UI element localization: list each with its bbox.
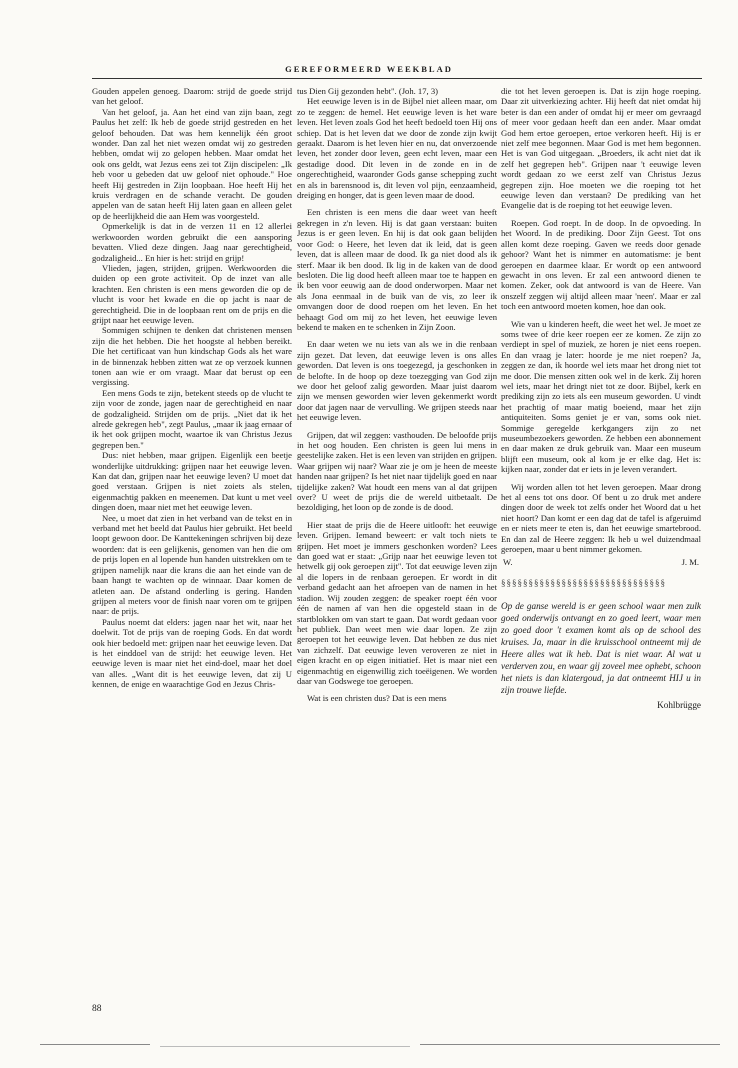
column-3 [501,86,701,986]
paragraph: Een mens Gods te zijn, betekent steeds op de vlucht te zijn voor de zonde, jagen naar de gerechtigheid en naar de godzaligheid. Strijden om de prijs. „Niet dat ik het alrede gekregen heb", zegt Paulus, „maar ik jaag ernaar of ik het ook grijpen mocht, waartoe ik van Christus Jezus gegrepen ben." [92,387,292,450]
paragraph: Roepen. God roept. In de doop. In de opvoeding. In het Woord. In de prediking. Door Zijn Geest. Tot ons allen komt deze roeping. Gaven we reeds door genade gehoor? Want het is nimmer en automatisme: je bent geroepen en daarmee klaar. Er wordt op een antwoord gewacht in ons leven. Er zal een antwoord dienen te komen. Zeker, ook dat antwoord is van de Heere. Van onszelf zeggen wij altijd alleen maar 'neen'. Maar er zal toch een antwoord moeten komen, hoe dan ook. [501,217,701,312]
article-signature [501,557,701,567]
signature-left: W. [503,557,513,568]
running-header: GEREFORMEERD WEEKBLAD [285,64,453,74]
paragraph: Van het geloof, ja. Aan het eind van zijn baan, zegt Paulus het zelf: Ik heb de goede strijd gestreden en het geloof behouden. Dat was hem kennelijk één groot wonder. Dan zal het niet wezen omdat wij zo gestreden hebben, omdat wij zo gelopen hebben. Maar omdat het ook ons geldt, wat Jezus eens zei tot Zijn discipelen: „Ik heb voor u gebeden dat uw geloof niet ophoude." Hoe heeft Hij gestreden in Zijn loopbaan. Hoe heeft Hij het kruis verdragen en de schande veracht. De gouden appelen van de satan heeft Hij laten gaan en alleen gelet op de heerlijkheid die aan Hem was voorgesteld. [92,106,292,221]
footer-rule [160,1046,410,1047]
paragraph: Wij worden allen tot het leven geroepen. Maar drong het al eens tot ons door. Of bent u zo druk met andere dingen door de week tot zelfs onder het Woord dat u het niet hoort? Dan komt er een dag dat de tafel is afgeruimd en er niets meer te eten is, dan het eeuwige smartebrood. En dan zal de Heere zeggen: Ik heb u wel duizendmaal geroepen, maar u bent nimmer gekomen. [501,481,701,555]
header-rule [92,78,702,79]
column-1 [92,86,292,986]
signature-author: J. M. [681,557,699,568]
paragraph: En daar weten we nu iets van als we in die renbaan zijn gezet. Dat leven, dat eeuwige leven is ons alles geworden. Dat leven is ons toegezegd, ja geschonken in de belofte. In de hoop op deze toezegging van God zijn we door het geloof zalig geworden. Maar juist daarom zijn we mensen geworden wier leven gekenmerkt wordt door dat jagen naar de vervulling. We grijpen steeds naar het eeuwige leven. [297,339,497,423]
paragraph: Dus: niet hebben, maar grijpen. Eigenlijk een beetje wonderlijke uitdrukking: grijpen naar het eeuwige leven. Kan dat dan, grijpen naar het eeuwige leven? U moet dat goed verstaan. Grijpen is niet zoiets als stelen, eigenmachtig pakken en meenemen. Dat kunt u met veel dingen doen, maar niet met het eeuwige leven. [92,450,292,513]
paragraph: Paulus noemt dat elders: jagen naar het wit, naar het doelwit. Tot de prijs van de roeping Gods. En dat wordt ook hier bedoeld met: grijpen naar het eeuwige leven. Dat is het einddoel van de strijd: het eeuwige leven. Het eeuwige leven is maar niet het eind-doel, maar het doel van alles. „Want dit is het eeuwige leven, dat zij U kennen, de enige en waarachtige God en Jezus Chris- [92,616,292,690]
paragraph: Vlieden, jagen, strijden, grijpen. Werkwoorden die duiden op een grote activiteit. Op de inzet van alle krachten. Een christen is een mens geworden die op de vlucht is voor het kwade en die op jacht is naar de gerechtigheid. Die in de loopbaan rent om de prijs en die grijpt naar het eeuwige leven. [92,262,292,325]
footer-rule [40,1044,150,1045]
column-2 [297,86,497,986]
paragraph: Hier staat de prijs die de Heere uitlooft: het eeuwige leven. Grijpen. Iemand beweert: er valt toch niets te grijpen. Het moet je immers geschonken worden? Lees dan goed wat er staat: „Grijp naar het eeuwige leven tot hetwelk gij ook geroepen zijt". Tot dat eeuwige leven zijn al die lopers in de renbaan geroepen. Er wordt in dit verband gedacht aan het afroepen van de namen in het stadion. Wij zouden zeggen: de speaker roept één voor één de namen af van hen die opgesteld staan in de startblokken om van start te gaan. Dat wordt gedaan voor het publiek. Dan weet men wie daar lopen. Ze zijn geroepen tot het eeuwige leven. Dat hebben ze dus niet van zichzelf. Dat eeuwige leven veroveren ze niet in eigen kracht en op eigen initiatief. Het is maar niet een eigenmachtig en eigenwillig zich toeëigenen. We worden daar van Godswege toe geroepen. [297,519,497,686]
page-number: 88 [92,1004,102,1014]
paragraph: Wie van u kinderen heeft, die weet het wel. Je moet ze soms twee of drie keer roepen eer ze komen. Ze zijn zo verdiept in spel of muziek, ze horen je niet eens roepen. En dan vraag je later: hoorde je me niet roepen? Ja, zeggen ze dan, ik hoorde wel iets maar het drong niet tot me door. Die mensen zitten ook wel in de kerk. Zij horen wel iets, maar het dringt niet tot ze door. Bijbel, kerk en prediking zijn zo iets als een museum geworden. U vindt het prachtig of maar matig boeiend, maar het zijn antiquiteiten. Soms geniet je er van, soms ook niet. Sommige geregelde kerkgangers zijn zo net museumbezoekers geworden. Ze hebben een abonnement en daar maken ze druk gebruik van. Maar een museum blijft een museum, ook al kom je er elke dag. Het is: kijken naar, zonder dat er iets in je leven verandert. [501,318,701,475]
paragraph: Grijpen, dat wil zeggen: vasthouden. De beloofde prijs in het oog houden. Een christen is geen lui mens in geestelijke zaken. Het is een leven van strijden en grijpen. Waar grijpen wij naar? Waar zie je om je heen de meeste handen naar grijpen? Is het niet naar tijdelijk goed en naar tijdelijke zaken? Wat houdt een mens van al dat grijpen over? U weet de prijs die de wereld uitbetaalt. De bezoldiging, het loon op de zonde is de dood. [297,429,497,513]
footer-rule [420,1044,720,1045]
quote-author: Kohlbrügge [657,700,701,711]
quote-text: Op de ganse wereld is er geen school waar men zulk goed onderwijs ontvangt en zo goed leert, waar men zo goed door 't examen komt als op de school des kruises. Ja, maar in die kruisschool ontneemt mij de Heere alles wat ik heb. Dat is niet waar. Al wat u verderven zou, en waar gij zoveel mee ophebt, schoon het niets is dan klatergoud, ja dat ontneemt HIJ u in zijn trouwe liefde. [501,601,701,696]
paragraph: Sommigen schijnen te denken dat christenen mensen zijn die het hebben. Die het hoogste al hebben bereikt. Die het certificaat van hun kindschap Gods als het ware in de binnenzak hebben zitten wat ze op verzoek kunnen tonen aan wie er om vraagt. Maar dat berust op een vergissing. [92,325,292,388]
paragraph: die tot het leven geroepen is. Dat is zijn hoge roeping. Daar zit uitverkiezing achter. Hij heeft dat niet omdat hij beter is dan een ander of omdat hij er meer om gevraagd of meer voor gedaan heeft dan een ander. Maar omdat God hem ertoe geroepen, ertoe verkoren heeft. Hij is er niet zelf mee begonnen. Maar God is met hem begonnen. Het is van God uitgegaan. „Broeders, ik acht niet dat ik zelf het gegrepen heb". Grijpen naar 't eeuwige leven wordt gedaan zo we eerst zelf van Christus Jezus gegrepen zijn. Hoe moeten we die roeping tot het eeuwige leven dan verstaan? De prediking van het Evangelie dat is de roeping tot het eeuwige leven. [501,86,701,211]
ornament-divider: §§§§§§§§§§§§§§§§§§§§§§§§§§§§§§ [501,577,666,588]
paragraph: Het eeuwige leven is in de Bijbel niet alleen maar, om zo te zeggen: de hemel. Het eeuwige leven is het ware leven. Het leven zoals God het heeft bedoeld toen Hij ons schiep. Dat is het leven dat we door de zonde zijn kwijt geraakt. Daarom is het leven hier en nu, dat onverzoende leven, het zonder door leven, geen echt leven, maar een gestadige dood. Dit leven in de zonde en in de ongerechtigheid, waaronder Gods ganse schepping zucht en als in barensnood is, dit leven vol pijn, eenzaamheid, dreiging en honger, dat is geen leven maar de dood. [297,96,497,201]
paragraph: tus Dien Gij gezonden hebt". (Joh. 17, 3) [297,86,438,96]
paragraph: Wat is een christen dus? Dat is een mens [307,693,447,704]
paragraph: Opmerkelijk is dat in de verzen 11 en 12 allerlei werkwoorden worden gebruikt die een aansporing bevatten. Vlied deze dingen. Jaag naar gerechtigheid, godzaligheid... En hier is het: strijd en grijp! [92,221,292,263]
paragraph: Een christen is een mens die daar weet van heeft gekregen in z'n leven. Hij is dat gaan verstaan: buiten Jezus is er geen leven. En hij is dat ook gaan belijden voor God: o Heere, het leven dat ik leid, dat is geen leven, dat is alleen maar de dood. Ik ga niet dood als ik sterf. Maar ik ben dood. Ik lig in de kaken van de dood besloten. Die lig dood heeft alleen maar toe te happen en ik ben voor eeuwig aan de dood onderworpen. Maar net als Jona eenmaal in de buik van de vis, zo leer ik omvangen door de dood roepen om het leven. En het behaagt God om mij zo het leven, het eeuwige leven bekend te maken en te schenken in Zijn Zoon. [297,207,497,332]
paragraph: Gouden appelen genoeg. Daarom: strijd de goede strijd van het geloof. [92,86,292,107]
paragraph: Nee, u moet dat zien in het verband van de tekst en in verband met het beeld dat Paulus hier gebruikt. Het beeld loopt gewoon door. De Kanttekeningen schrijven bij deze woorden: dat is een gelijkenis, genomen van hen die om de prijs lopen en al lopende hun handen uitstrekken om te grijpen namelijk naar die krans die aan het einde van de baan hangt te wachten op de winnaar. Daar komen de atleten aan. De afstand onderling is gering. Handen grijpen al meters voor de finish naar voren om te grijpen naar: de prijs. [92,512,292,617]
